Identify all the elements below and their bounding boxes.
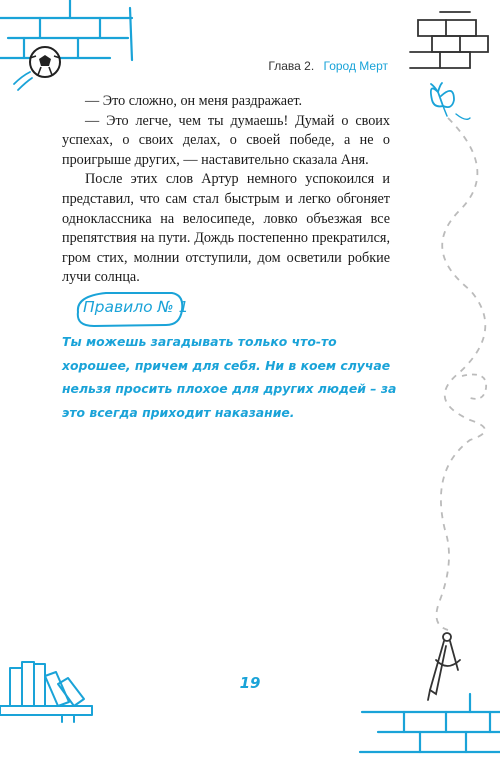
soccer-ball-icon [14,47,60,90]
running-header [268,59,388,73]
dashed-path [436,118,485,630]
body-text [62,92,390,288]
chapter-title: Город Мерт [323,59,388,73]
brick-wall-icon [0,0,132,60]
rule-label: Правило № 1 [83,298,189,316]
paragraph: — Это легче, чем ты думаешь! Думай о своих успехах, о своих делах, о своей победе, а не о проигрыше других, — наставительно сказала Аня. [62,112,390,168]
compass-icon [428,633,460,700]
butterfly-icon [431,83,470,119]
page-number: 19 [239,674,261,692]
bookshelf-icon [0,662,92,722]
brick-wall-icon [360,694,500,752]
rule-text: Ты можешь загадывать только что-то хорошее, причем для себя. Ни в коем случае нельзя просить плохое для других людей – за это всегда приходит наказание. [62,334,397,421]
chapter-number: Глава 2. [268,59,315,73]
paragraph: После этих слов Артур немного успокоился и представил, что сам стал быстрым и легко обгоняет одноклассника на велосипеде, ловко объезжая все препятствия на пути. Дождь постепенно прекратился, гром стих, молнии отступили, дом осветили робкие лучи солнца. [62,171,390,286]
paragraph: — Это сложно, он меня раздражает. [85,93,303,109]
brick-wall-icon [410,12,488,68]
